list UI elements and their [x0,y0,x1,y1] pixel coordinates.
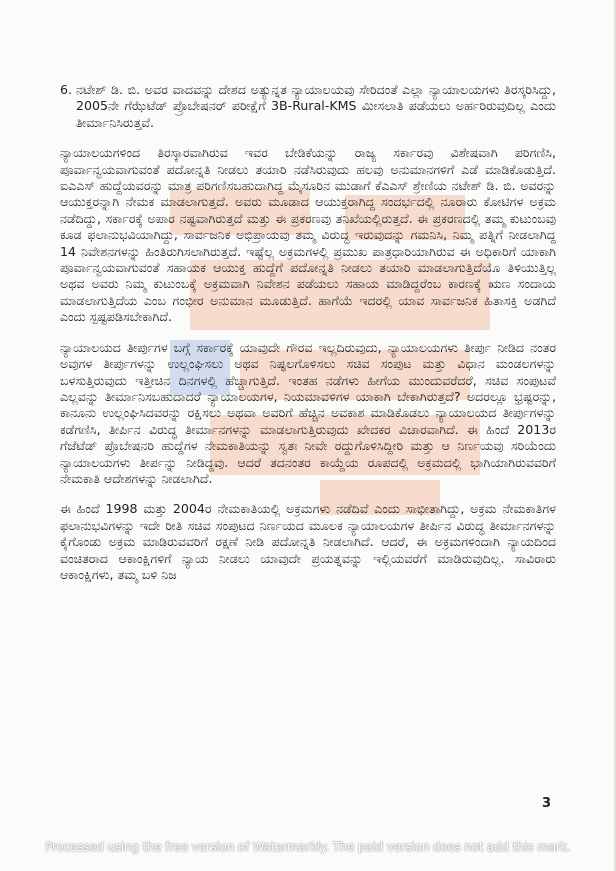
paragraph-1: ನ್ಯಾಯಾಲಯಗಳಿಂದ ತಿರಸ್ಕಾರವಾಗಿರುವ ಇವರ ಬೇಡಿಕೆಯನ್ನು ರಾಜ್ಯ ಸರ್ಕಾರವು ವಿಶೇಷವಾಗಿ ಪರಿಗಣಿಸಿ, ಪೂರ್ವಾನ್ವಯವಾಗುವಂತೆ ಪದೋನ್ನತಿ ನೀಡಲು ತಯಾರಿ ನಡೆಸಿರುವುದು ಹಲವು ಅನುಮಾನಗಳಿಗೆ ಎಡೆ ಮಾಡಿಕೊಡುತ್ತಿದೆ. ಐಎಎಸ್ ಹುದ್ದೆಯವರನ್ನು ಮಾತ್ರ ಪರಿಗಣಿಸಬಹುದಾಗಿದ್ದ ಮೈಸೂರಿನ ಮುಡಾಗೆ ಕೆಎಎಸ್ ಶ್ರೇಣಿಯ ನಟೇಶ್ ಡಿ. ಬಿ. ಅವರನ್ನು ಆಯುಕ್ತರನ್ನಾಗಿ ನೇಮಕ ಮಾಡಲಾಗುತ್ತದೆ. ಅವರು ಮೂಡಾದ ಆಯುಕ್ತರಾಗಿದ್ದ ಸಂದರ್ಭದಲ್ಲಿ ನೂರಾರು ಕೋಟಿಗಳ ಅಕ್ರಮ ನಡೆದಿದ್ದು, ಸರ್ಕಾರಕ್ಕೆ ಅಪಾರ ನಷ್ಟವಾಗಿರುತ್ತದೆ ಮತ್ತು ಈ ಪ್ರಕರಣವು ತನಿಖೆಯಲ್ಲಿರುತ್ತದೆ. ಈ ಪ್ರಕರಣದಲ್ಲಿ ತಮ್ಮ ಕುಟುಂಬವು ಕೂಡ ಫಲಾನುಭವಿಯಾಗಿದ್ದು, ಸಾರ್ವಜನಿಕ ಅಭಿಪ್ರಾಯವು ತಮ್ಮ ವಿರುದ್ಧ ಇರುವುದನ್ನು ಗಮನಿಸಿ, ನಿಮ್ಮ ಪತ್ನಿಗೆ ನೀಡಲಾಗಿದ್ದ 14 ನಿವೇಶನಗಳನ್ನು ಹಿಂತಿರುಗಿಸಲಾಗಿರುತ್ತದೆ. ಇಷ್ಟೆಲ್ಲ ಅಕ್ರಮಗಳಲ್ಲಿ ಪ್ರಮುಖ ಪಾತ್ರಧಾರಿಯಾಗಿರುವ ಈ ಅಧಿಕಾರಿಗೆ ಯಾಕಾಗಿ ಪೂರ್ವಾನ್ವಯವಾಗುವಂತೆ ಸಹಾಯಕ ಆಯುಕ್ತ ಹುದ್ದೆಗೆ ಪದೋನ್ನತಿ ನೀಡಲು ತಯಾರಿ ಮಾಡಲಾಗುತ್ತಿದೆಯೊ ತಿಳಿಯುತ್ತಿಲ್ಲ ಅಥವ ಅವರು ನಿಮ್ಮ ಕುಟುಂಬಕ್ಕೆ ಅಕ್ರಮವಾಗಿ ನಿವೇಶನ ಪಡೆಯಲು ಸಹಾಯ ಮಾಡಿದ್ದರೆಂಬ ಕಾರಣಕ್ಕೆ ಋಣ ಸಂದಾಯ ಮಾಡಲಾಗುತ್ತಿದೆಯ ಎಂಬ ಗಂಭೀರ ಅನುಮಾನ ಮೂಡುತ್ತಿದೆ. ಹಾಗೆಯೆ ಇದರಲ್ಲಿ ಯಾವ ಸಾರ್ವಜನಿಕ ಹಿತಾಸಕ್ತಿ ಅಡಗಿದೆ ಎಂದು ಸ್ಪಷ್ಟಪಡಿಸಬೇಕಾಗಿದೆ. [60,145,556,325]
document-body [60,82,556,583]
paragraph-3: ಈ ಹಿಂದೆ 1998 ಮತ್ತು 2004ರ ನೇಮಕಾತಿಯಲ್ಲಿ ಅಕ್ರಮಗಳು ನಡೆದಿವೆ ಎಂದು ಸಾಭೀತಾಗಿದ್ದು, ಅಕ್ರಮ ನೇಮಕಾತಿಗಳ ಫಲಾನುಭವಿಗಳನ್ನು ಇದೇ ರೀತಿ ಸಚಿವ ಸಂಪುಟದ ನಿರ್ಣಯದ ಮೂಲಕ ನ್ಯಾಯಾಲಯಗಳ ತೀರ್ಪಿನ ವಿರುದ್ಧ ತೀರ್ಮಾನಗಳನ್ನು ಕೈಗೊಂಡು ಅಕ್ರಮ ಮಾಡಿರುವವರಿಗೆ ರಕ್ಷಣೆ ನೀಡಿ ಪದೋನ್ನತಿ ನೀಡಲಾಗಿದೆ. ಆದರೆ, ಈ ಅಕ್ರಮಗಳಿಂದಾಗಿ ನ್ಯಾಯದಿಂದ ವಂಚಿತರಾದ ಆಕಾಂಕ್ಷಿಗಳಿಗೆ ನ್ಯಾಯ ನೀಡಲು ಯಾವುದೇ ಪ್ರಯತ್ನವನ್ನು ಇಲ್ಲಿಯವರೆಗೆ ಮಾಡಿರುವುದಿಲ್ಲ. ಸಾವಿರಾರು ಆಕಾಂಕ್ಷಿಗಳು, ತಮ್ಮ ಬಳಿ ನಿಜ [60,501,556,582]
watermark-text: Processed using the free version of Watermarkly. The paid version does not add this mark. [45,840,571,854]
item-number: 6. [60,82,73,97]
paragraph-2: ನ್ಯಾಯಾಲಯದ ತೀರ್ಪುಗಳ ಬಗ್ಗೆ ಸರ್ಕಾರಕ್ಕೆ ಯಾವುದೇ ಗೌರವ ಇಲ್ಲದಿರುವುದು, ನ್ಯಾಯಾಲಯಗಳು ತೀರ್ಪು ನೀಡಿದ ನಂತರ ಅವುಗಳ ತೀರ್ಪುಗಳನ್ನು ಉಲ್ಲಂಘಿಸಲು ಅಥವ ನಿಷ್ಫಲಗೊಳಿಸಲು ಸಚಿವ ಸಂಪುಟ ಮತ್ತು ವಿಧಾನ ಮಂಡಲಗಳನ್ನು ಬಳಸುತ್ತಿರುವುದು ಇತ್ತೀಚಿನ ದಿನಗಳಲ್ಲಿ ಹೆಚ್ಚಾಗುತ್ತಿದೆ. ಇಂತಹ ನಡೆಗಳು ಹೀಗೆಯ ಮುಂದುವರೆದರೆ, ಸಚಿವ ಸಂಪುಟವೆ ಎಲ್ಲವನ್ನು ತೀರ್ಮಾನಿಸಬಹುದಾದರೆ ನ್ಯಾಯಾಲಯಗಳ, ನಿಯಮಾವಳಿಗಳ ಯಾಕಾಗಿ ಬೇಕಾಗಿರುತ್ತದೆ? ಅದರಲ್ಲೂ ಭ್ರಷ್ಟರನ್ನು, ಕಾನೂನು ಉಲ್ಲಂಘಿಸಿದವರನ್ನು ರಕ್ಷಿಸಲು ಅಥವಾ ಅವರಿಗೆ ಹೆಚ್ಚಿನ ಅವಕಾಶ ಮಾಡಿಕೊಡಲು ನ್ಯಾಯಾಲಯದ ತೀರ್ಪುಗಳನ್ನು ಕಡೆಗಣಿಸಿ, ತೀರ್ಪಿನ ವಿರುದ್ಧ ತೀರ್ಮಾನಗಳನ್ನು ಮಾಡಲಾಗುತ್ತಿರುವುದು ಖೇದಕರ ವಿಚಾರವಾಗಿದೆ. ಈ ಹಿಂದೆ 2013ರ ಗೆಜೆಟೆಡ್ ಪ್ರೊಬೇಷನರಿ ಹುದ್ದೆಗಳ ನೇಮಕಾತಿಯನ್ನು ಸ್ವತಃ ನೀವೇ ರದ್ದುಗೊಳಿಸಿದ್ದೀರಿ ಮತ್ತು ಆ ನಿರ್ಣಯವು ಸರಿಯೆಂದು ನ್ಯಾಯಾಲಯಗಳು ತೀರ್ಪನ್ನು ನೀಡಿದ್ದವು. ಆದರೆ ತದನಂತರ ಕಾಯ್ದೆಯ ರೂಪದಲ್ಲಿ ಅಕ್ರಮದಲ್ಲಿ ಭಾಗಿಯಾಗಿರುವವರಿಗೆ ನೇಮಕಾತಿ ಆದೇಶಗಳನ್ನು ನೀಡಲಾಗಿದೆ. [60,339,556,486]
page-number: 3 [542,796,552,811]
numbered-item [60,82,556,131]
item-text: ನಟೇಶ್ ಡಿ. ಬಿ. ಅವರ ವಾದವನ್ನು ದೇಶದ ಅತ್ಯುನ್ನತ ನ್ಯಾಯಾಲಯವು ಸೇರಿದಂತೆ ಎಲ್ಲಾ ನ್ಯಾಯಾಲಯಗಳು ತಿರಸ್ಕರಿಸಿದ್ದು, 2005ನೇ ಗೆಝೆಟೆಡ್ ಪ್ರೊಬೇಷನರ್ ಪರೀಕ್ಷೆಗೆ 3B-Rural-KMS ಮೀಸಲಾತಿ ಪಡೆಯಲು ಅರ್ಹರಿರುವುದಿಲ್ಲ ಎಂದು ತೀರ್ಮಾನಿಸಿರುತ್ತವೆ. [76,82,556,130]
